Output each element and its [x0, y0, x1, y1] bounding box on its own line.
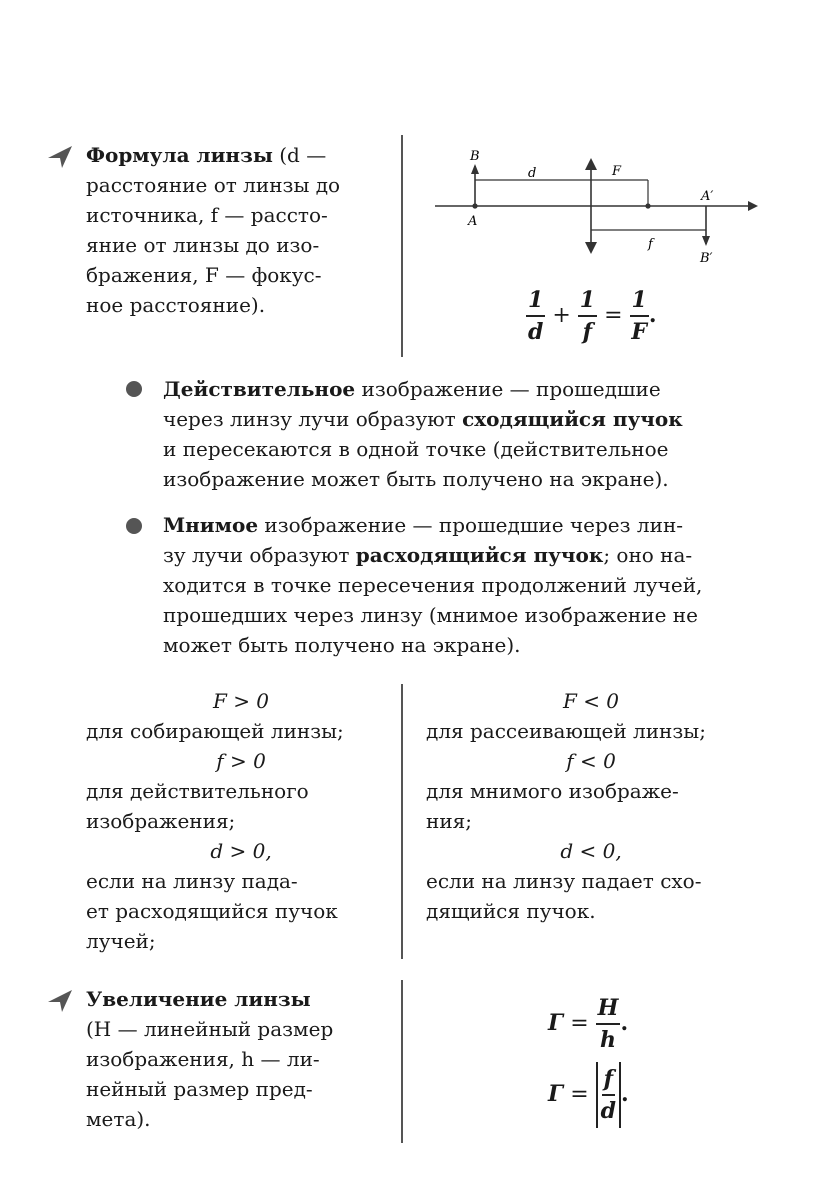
mag-eq1-equals: =: [570, 1011, 589, 1036]
virtual-image-text-0: изображение — прошедшие через лин-: [258, 513, 684, 537]
magnification-line-1: изображения, h — ли-: [86, 1047, 320, 1071]
lens-formula-line-1: расстояние от линзы до: [86, 173, 341, 197]
real-image-text-2: и пересекаются в одной точке (действительное: [163, 437, 669, 461]
sign-left-F-text: для собирающей линзы;: [86, 719, 344, 743]
mag-eq2-num: f: [602, 1064, 615, 1096]
lens-formula-line-5: ное расстояние).: [86, 293, 266, 317]
signs-right-column: [426, 686, 766, 926]
absolute-value-bars: [596, 1062, 621, 1128]
lens-formula-line-2: источника, f — рассто-: [86, 203, 328, 227]
magnification-title: Увеличение линзы: [86, 987, 311, 1011]
diagram-label-b-prime: B′: [700, 251, 713, 266]
diagram-label-a: A: [468, 214, 478, 229]
real-image-term: Действительное: [163, 377, 356, 401]
sign-left-d-text-0: если на линзу пада-: [86, 869, 298, 893]
real-image-text-1: через линзу лучи образуют: [163, 407, 463, 431]
eq-den-2: f: [582, 319, 593, 345]
lens-formula-line-4: бражения, F — фокус-: [86, 263, 322, 287]
magnification-line-0: (H — линейный размер: [86, 1017, 334, 1041]
sign-right-f-text-1: ния;: [426, 809, 473, 833]
sign-right-f: f < 0: [566, 749, 616, 773]
lens-equation: [526, 285, 656, 347]
sign-right-F: F < 0: [562, 689, 620, 713]
eq-den-1: d: [527, 319, 544, 345]
sign-right-d-text-0: если на линзу падает схо-: [426, 869, 702, 893]
magnification-line-2: нейный размер пред-: [86, 1077, 313, 1101]
bullet-dot-2: [126, 518, 142, 534]
diagram-label-f-focus: F: [612, 164, 622, 179]
eq-num-1: 1: [526, 285, 545, 317]
eq-equals: =: [604, 303, 623, 328]
sign-left-d-text-1: ет расходящийся пучок: [86, 899, 338, 923]
virtual-image-text-4: может быть получено на экране).: [163, 633, 521, 657]
pointer-arrow-icon-2: [46, 988, 74, 1012]
virtual-image-text-1b: ; оно на-: [603, 543, 693, 567]
eq-plus: +: [552, 303, 571, 328]
virtual-image-text-2: ходится в точке пересечения продолжений лучей,: [163, 573, 703, 597]
mag-eq2-equals: =: [570, 1082, 589, 1107]
sign-left-f-text-1: изображения;: [86, 809, 236, 833]
sign-left-f-text-0: для действительного: [86, 779, 309, 803]
lens-formula-title: Формула линзы: [86, 143, 273, 167]
eq-num-3: 1: [630, 285, 649, 317]
converging-beam-term: сходящийся пучок: [462, 407, 683, 431]
diagram-label-b: B: [470, 149, 480, 164]
mag-eq1-lhs: Г: [548, 1010, 564, 1036]
lens-ray-diagram: [430, 140, 760, 275]
diagram-label-d: d: [528, 166, 537, 181]
eq-den-3: F: [631, 319, 647, 345]
bullet-virtual-image: [163, 510, 763, 660]
signs-left-column: [86, 686, 386, 956]
lens-formula-text: [86, 140, 386, 320]
mag-eq2-period: .: [621, 1081, 629, 1107]
mag-eq1-period: .: [620, 1010, 629, 1036]
diagram-label-a-prime: A′: [701, 189, 714, 204]
bullet-dot-1: [126, 381, 142, 397]
mag-eq2-den: d: [600, 1098, 617, 1124]
sign-left-f: f > 0: [216, 749, 266, 773]
mag-eq1-den: h: [600, 1027, 617, 1053]
virtual-image-text-1a: зу лучи образуют: [163, 543, 356, 567]
sign-left-d-text-2: лучей;: [86, 929, 156, 953]
lens-formula-line-0: (d —: [279, 143, 327, 167]
bullet-real-image: [163, 374, 763, 494]
pointer-arrow-icon: [46, 144, 74, 168]
sign-left-F: F > 0: [212, 689, 270, 713]
sign-right-f-text-0: для мнимого изображе-: [426, 779, 679, 803]
magnification-text: [86, 984, 386, 1134]
eq-num-2: 1: [578, 285, 597, 317]
virtual-image-term: Мнимое: [163, 513, 259, 537]
divider-line-bottom: [401, 980, 403, 1143]
diagram-label-f-small: f: [648, 237, 653, 252]
divider-line-middle: [401, 684, 403, 959]
mag-eq2-lhs: Г: [548, 1081, 564, 1107]
magnification-line-3: мета).: [86, 1107, 151, 1131]
real-image-text-0: изображение — прошедшие: [355, 377, 661, 401]
diverging-beam-term: расходящийся пучок: [355, 543, 604, 567]
eq-period: .: [648, 302, 657, 328]
lens-formula-line-3: яние от линзы до изо-: [86, 233, 320, 257]
sign-right-F-text: для рассеивающей линзы;: [426, 719, 706, 743]
virtual-image-text-3: прошедших через линзу (мнимое изображение не: [163, 603, 698, 627]
sign-right-d-text-1: дящийся пучок.: [426, 899, 596, 923]
sign-left-d: d > 0,: [210, 839, 272, 863]
real-image-text-3: изображение может быть получено на экране).: [163, 467, 669, 491]
magnification-equation-1: [548, 993, 628, 1055]
magnification-equation-2: [548, 1062, 629, 1128]
divider-line-top: [401, 135, 403, 357]
mag-eq1-num: H: [596, 993, 621, 1025]
sign-right-d: d < 0,: [560, 839, 622, 863]
